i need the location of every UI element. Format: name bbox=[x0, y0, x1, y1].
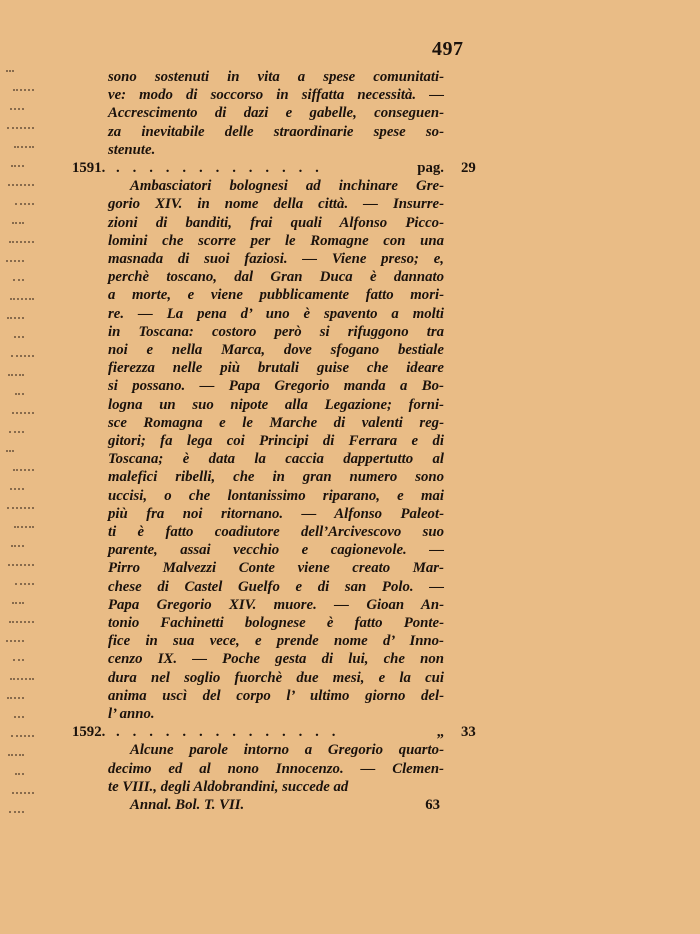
bleed-mark bbox=[7, 507, 34, 518]
bleed-mark bbox=[11, 735, 34, 746]
leader-dots: . . . . . . . . . . . . . . bbox=[116, 724, 341, 741]
entry-text bbox=[108, 177, 444, 723]
page-ref-label: pag. bbox=[417, 160, 444, 177]
signature-mark: 63 bbox=[425, 797, 440, 814]
footer-title: Annal. Bol. T. VII. bbox=[130, 797, 245, 814]
page-ref-number: 29 bbox=[461, 160, 476, 177]
text-line: tonio Fachinetti bolognese è fatto Ponte- bbox=[108, 615, 444, 632]
text-line: decimo ed al nono Innocenzo. — Clemen- bbox=[108, 760, 444, 777]
text-line: si possano. — Papa Gregorio manda a Bo- bbox=[108, 378, 444, 395]
bleed-mark bbox=[7, 697, 24, 708]
bleed-mark bbox=[6, 640, 24, 651]
text-line: ti è fatto coadiutore dell’Arcivescovo suo bbox=[108, 524, 444, 541]
bleed-mark bbox=[11, 545, 24, 556]
text-line: fierezza nelle più brutali guise che ideare bbox=[108, 360, 444, 377]
text-line: lomini che scorre per le Romagne con una bbox=[108, 232, 444, 249]
text-line: Toscana; è data la caccia dappertutto al bbox=[108, 451, 444, 468]
text-line: Alcune parole intorno a Gregorio quarto- bbox=[130, 742, 444, 759]
text-line: in Toscana: costoro però si rifuggono tra bbox=[108, 323, 444, 340]
bleed-mark bbox=[9, 241, 34, 252]
bleed-mark bbox=[12, 792, 34, 803]
entry-year: 1591. bbox=[72, 160, 106, 177]
bleed-mark bbox=[7, 317, 24, 328]
bleed-mark bbox=[11, 165, 24, 176]
leader-dots: . . . . . . . . . . . . . bbox=[116, 160, 324, 177]
text-line: gorio XIV. in nome della città. — Insurre- bbox=[108, 196, 444, 213]
text-line: noi e nella Marca, dove sfogano bestiale bbox=[108, 342, 444, 359]
intro-paragraph bbox=[108, 68, 444, 159]
page-ref-number: 33 bbox=[461, 724, 476, 741]
text-line: perchè toscano, dal Gran Duca è dannato bbox=[108, 269, 444, 286]
bleed-mark bbox=[13, 89, 34, 100]
text-line: masnada di suoi faziosi. — Viene preso; e, bbox=[108, 251, 444, 268]
bleed-mark bbox=[9, 621, 34, 632]
bleed-mark bbox=[12, 602, 24, 613]
bleed-mark bbox=[15, 393, 24, 404]
bleed-mark bbox=[14, 716, 24, 727]
text-line: malefici ribelli, che in gran numero sono bbox=[108, 469, 444, 486]
text-line: re. — La pena d’ uno è spavento a molti bbox=[108, 305, 444, 322]
bleed-mark bbox=[12, 222, 24, 233]
page-ref-label: „ bbox=[436, 724, 444, 741]
bleed-mark bbox=[7, 127, 34, 138]
bleed-mark bbox=[15, 583, 34, 594]
bleed-mark bbox=[6, 260, 24, 271]
entry-heading bbox=[72, 159, 476, 177]
text-line: dura nel soglio fuorchè due mesi, e la cui bbox=[108, 669, 444, 686]
bleed-mark bbox=[9, 431, 24, 442]
bleed-mark bbox=[13, 279, 24, 290]
text-line: l’ anno. bbox=[108, 706, 155, 723]
bleed-mark bbox=[8, 374, 24, 385]
bleed-mark bbox=[9, 811, 24, 822]
text-line: chese di Castel Guelfo e di san Polo. — bbox=[108, 578, 444, 595]
bleed-mark bbox=[10, 298, 34, 309]
entry-1591 bbox=[72, 159, 476, 723]
entry-text bbox=[108, 741, 444, 796]
text-line: sono sostenuti in vita a spese comunitati- bbox=[108, 69, 444, 85]
text-line: sce Romagna e le Marche di valenti reg- bbox=[108, 414, 444, 431]
bleed-mark bbox=[12, 412, 34, 423]
text-line: stenute. bbox=[108, 141, 156, 158]
entry-heading bbox=[72, 723, 476, 741]
bleed-through-gutter bbox=[6, 70, 46, 830]
text-line: gitori; fa lega coi Principi di Ferrara e di bbox=[108, 433, 444, 450]
bleed-mark bbox=[10, 678, 34, 689]
text-line: fice in sua vece, e prende nome d’ Inno- bbox=[108, 633, 444, 650]
page-number: 497 bbox=[432, 38, 464, 60]
bleed-mark bbox=[15, 203, 34, 214]
text-line: cenzo IX. — Poche gesta di lui, che non bbox=[108, 651, 444, 668]
text-block bbox=[72, 68, 476, 814]
entry-year: 1592. bbox=[72, 724, 106, 741]
text-line: parente, assai vecchio e cagionevole. — bbox=[108, 542, 444, 559]
bleed-mark bbox=[11, 355, 34, 366]
text-line: te VIII., degli Aldobrandini, succede ad bbox=[108, 778, 349, 795]
bleed-mark bbox=[8, 754, 24, 765]
text-line: più fra noi ritornano. — Alfonso Paleot- bbox=[108, 505, 444, 522]
text-line: Ambasciatori bolognesi ad inchinare Gre- bbox=[130, 178, 444, 195]
text-line: a morte, e viene pubblicamente fatto mori- bbox=[108, 287, 444, 304]
bleed-mark bbox=[14, 146, 34, 157]
bleed-mark bbox=[13, 469, 34, 480]
text-line: za inevitabile delle straordinarie spese so- bbox=[108, 123, 444, 140]
bleed-mark bbox=[10, 108, 24, 119]
bleed-mark bbox=[13, 659, 24, 670]
bleed-mark bbox=[15, 773, 24, 784]
text-line: logna un suo nipote alla Legazione; forni- bbox=[108, 396, 444, 413]
text-line: Accrescimento di dazi e gabelle, conseguen- bbox=[108, 105, 444, 122]
text-line: ve: modo di soccorso in siffatta necessità. — bbox=[108, 87, 444, 104]
bleed-mark bbox=[6, 70, 14, 81]
text-line: anima uscì del corpo l’ ultimo giorno del- bbox=[108, 687, 444, 704]
text-line: zioni di banditi, frai quali Alfonso Picco- bbox=[108, 214, 444, 231]
bleed-mark bbox=[8, 184, 34, 195]
text-line: Papa Gregorio XIV. muore. — Gioan An- bbox=[108, 596, 444, 613]
bleed-mark bbox=[6, 450, 14, 461]
text-line: Pirro Malvezzi Conte viene creato Mar- bbox=[108, 560, 444, 577]
page-footer bbox=[108, 796, 444, 814]
bleed-mark bbox=[8, 564, 34, 575]
text-line: uccisi, o che lontanissimo riparano, e mai bbox=[108, 487, 444, 504]
bleed-mark bbox=[10, 488, 24, 499]
entry-1592 bbox=[72, 723, 476, 796]
bleed-mark bbox=[14, 336, 24, 347]
bleed-mark bbox=[14, 526, 34, 537]
